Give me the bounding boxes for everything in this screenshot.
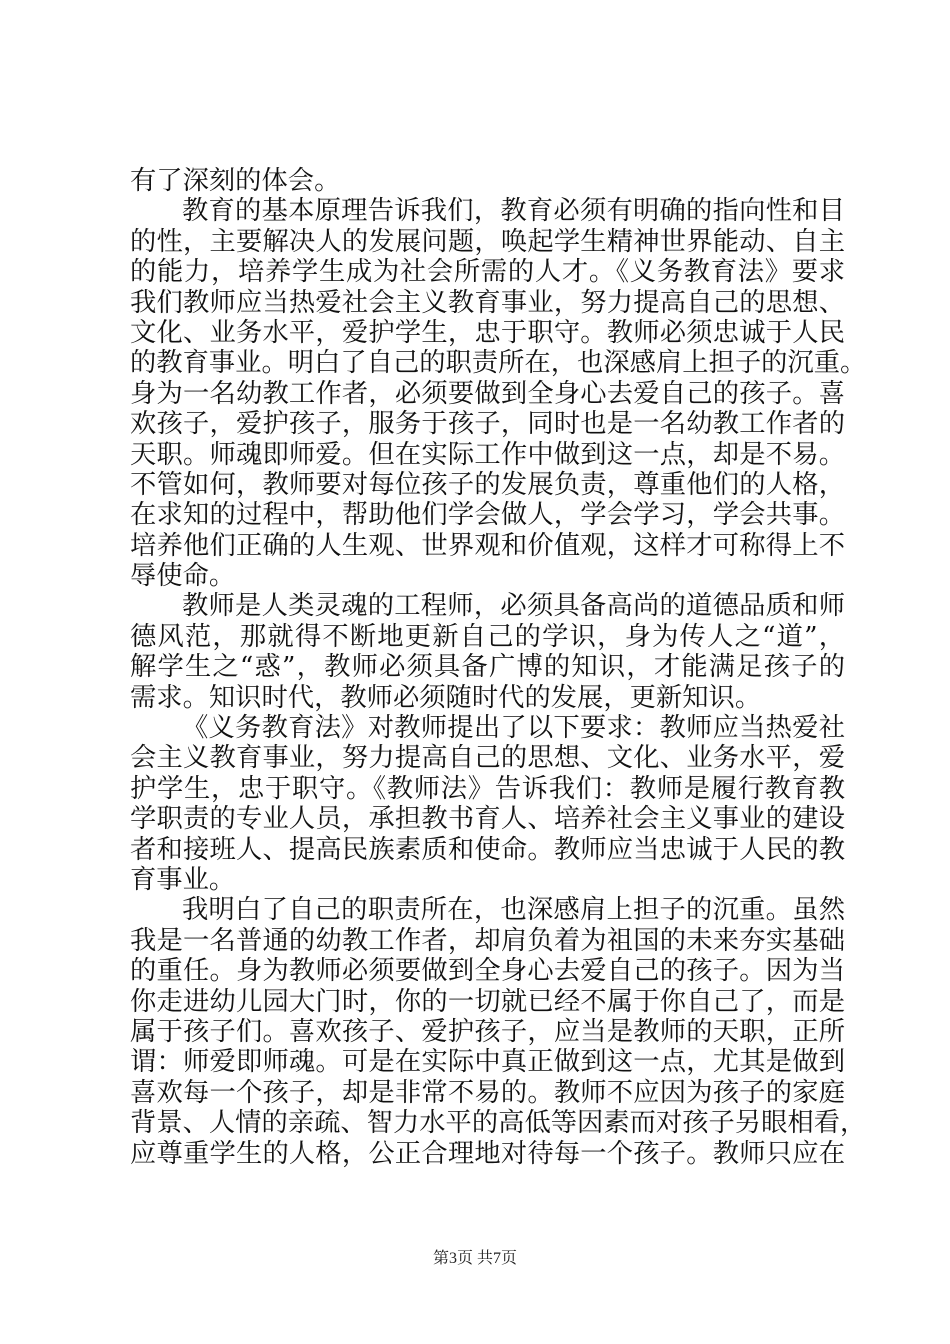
paragraph-start-line: 《义务教育法》对教师提出了以下要求：教师应当热爱社: [182, 713, 845, 744]
text-line: 你走进幼儿园大门时，你的一切就已经不属于你自己了，而是: [130, 986, 845, 1017]
text-line: 的重任。身为教师必须要做到全身心去爱自己的孩子。因为当: [130, 956, 845, 987]
text-line: 背景、人情的亲疏、智力水平的高低等因素而对孩子另眼相看，: [130, 1108, 867, 1139]
page-number-footer: 第3页 共7页: [432, 1250, 517, 1267]
paragraph-start-line: 教育的基本原理告诉我们，教育必须有明确的指向性和目: [182, 196, 845, 227]
text-line: 护学生，忠于职守。《教师法》告诉我们：教师是履行教育教: [130, 773, 845, 804]
text-line: 我们教师应当热爱社会主义教育事业，努力提高自己的思想、: [130, 287, 845, 318]
text-line: 者和接班人、提高民族素质和使命。教师应当忠诚于人民的教: [130, 834, 845, 865]
text-line: 文化、业务水平，爱护学生，忠于职守。教师必须忠诚于人民: [130, 317, 845, 348]
text-line: 身为一名幼教工作者，必须要做到全身心去爱自己的孩子。喜: [130, 378, 845, 409]
text-line: 的能力，培养学生成为社会所需的人才。《义务教育法》要求: [130, 257, 845, 288]
text-line: 解学生之“惑”，教师必须具备广博的知识，才能满足孩子的: [130, 652, 845, 683]
paragraph-start-line: 教师是人类灵魂的工程师，必须具备高尚的道德品质和师: [182, 591, 845, 622]
text-line: 应尊重学生的人格，公正合理地对待每一个孩子。教师只应在: [130, 1138, 845, 1169]
text-line: 德风范，那就得不断地更新自己的学识，身为传人之“道”，: [130, 621, 845, 652]
text-line: 不管如何，教师要对每位孩子的发展负责，尊重他们的人格，: [130, 469, 845, 500]
text-line: 谓：师爱即师魂。可是在实际中真正做到这一点，尤其是做到: [130, 1047, 845, 1078]
text-line: 会主义教育事业，努力提高自己的思想、文化、业务水平，爱: [130, 743, 845, 774]
text-line: 的性，主要解决人的发展问题，唤起学生精神世界能动、自主: [130, 226, 845, 257]
text-line: 的教育事业。明白了自己的职责所在，也深感肩上担子的沉重。: [130, 348, 867, 379]
paragraph-end-line: 辱使命。: [130, 561, 236, 592]
text-line: 在求知的过程中，帮助他们学会做人，学会学习，学会共事。: [130, 500, 845, 531]
text-line: 天职。师魂即师爱。但在实际工作中做到这一点，却是不易。: [130, 439, 845, 470]
body-text: [130, 166, 867, 1169]
paragraph-start-line: 我明白了自己的职责所在，也深感肩上担子的沉重。虽然: [182, 895, 845, 926]
text-line: 欢孩子，爱护孩子，服务于孩子，同时也是一名幼教工作者的: [130, 409, 845, 440]
text-line: 喜欢每一个孩子，却是非常不易的。教师不应因为孩子的家庭: [130, 1077, 845, 1108]
text-line: 学职责的专业人员，承担教书育人、培养社会主义事业的建设: [130, 804, 845, 835]
paragraph-end-line: 育事业。: [130, 864, 236, 895]
text-line: 有了深刻的体会。: [130, 166, 341, 196]
paragraph-end-line: 需求。知识时代，教师必须随时代的发展，更新知识。: [130, 682, 762, 713]
text-line: 属于孩子们。喜欢孩子、爱护孩子，应当是教师的天职，正所: [130, 1016, 845, 1047]
text-line: 我是一名普通的幼教工作者，却肩负着为祖国的未来夯实基础: [130, 925, 845, 956]
text-line: 培养他们正确的人生观、世界观和价值观，这样才可称得上不: [130, 530, 845, 561]
